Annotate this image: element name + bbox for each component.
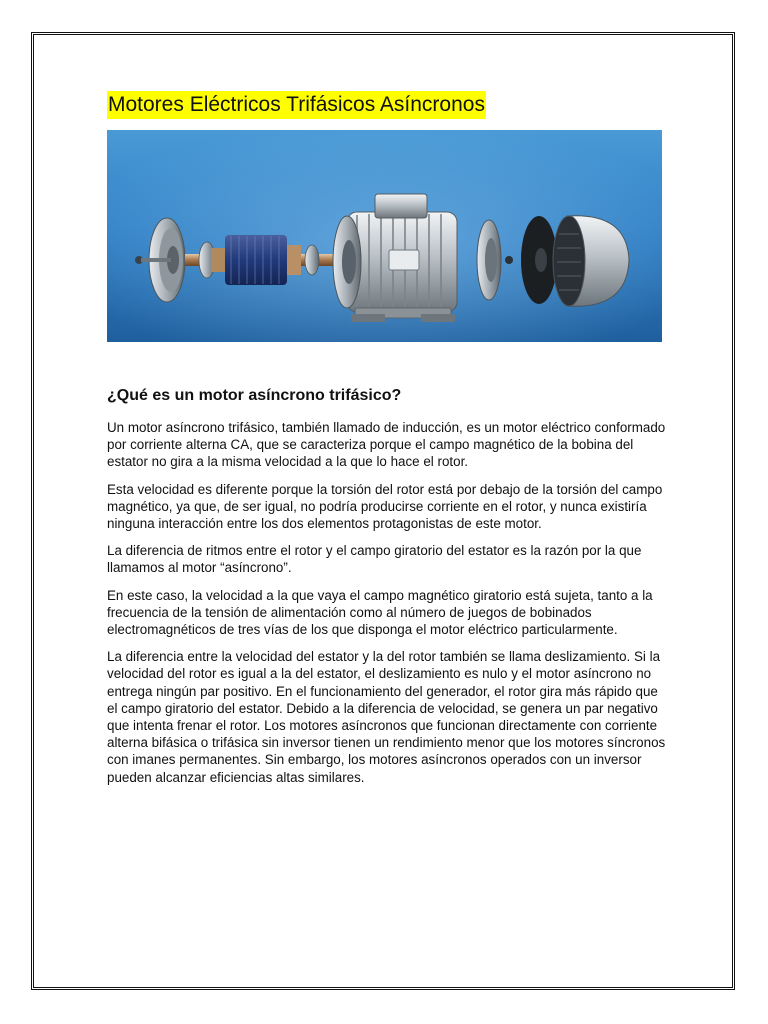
paragraph: En este caso, la velocidad a la que vaya el campo magnético giratorio está sujeta, tanto a la frecuencia de la tensión de alimentación como al número de juegos de bobinados electromagnéticos de tres vías de los que disponga el motor eléctrico particularmente. <box>107 587 653 638</box>
paragraph: Un motor asíncrono trifásico, también llamado de inducción, es un motor eléctrico conformado por corriente alterna CA, que se caracteriza porque el campo magnético de la bobina del estator no gira a la misma velocidad a la que lo hace el rotor. <box>107 420 666 470</box>
section-heading: ¿Qué es un motor asíncrono trifásico? <box>107 387 402 404</box>
motor-exploded-image <box>107 130 662 342</box>
paragraph: Esta velocidad es diferente porque la torsión del rotor está por debajo de la torsión del campo magnético, ya que, de ser igual, no podría producirse corriente en el rotor, y nunca existiría ninguna interacción entre los dos elementos protagonistas de este motor. <box>107 481 663 532</box>
document-title: Motores Eléctricos Trifásicos Asíncronos <box>107 91 486 119</box>
body-text <box>107 419 667 796</box>
paragraph: La diferencia entre la velocidad del estator y la del rotor también se llama deslizamiento. Si la velocidad del rotor es igual a la del estator, el deslizamiento es nulo y el motor asíncrono no entrega ningún par positivo. En el funcionamiento del generador, el rotor gira más rápido que el campo giratorio del estator. Debido a la diferencia de velocidad, se genera un par negativo que intenta frenar el rotor. Los motores asíncronos que funcionan directamente con corriente alterna bifásica o trifásica sin inversor tienen un rendimiento menor que los motores síncronos con imanes permanentes. Sin embargo, los motores asíncronos operados con un inversor pueden alcanzar eficiencias altas similares. <box>107 649 666 785</box>
paragraph: La diferencia de ritmos entre el rotor y el campo giratorio del estator es la razón por la que llamamos al motor “asíncrono”. <box>107 543 642 576</box>
